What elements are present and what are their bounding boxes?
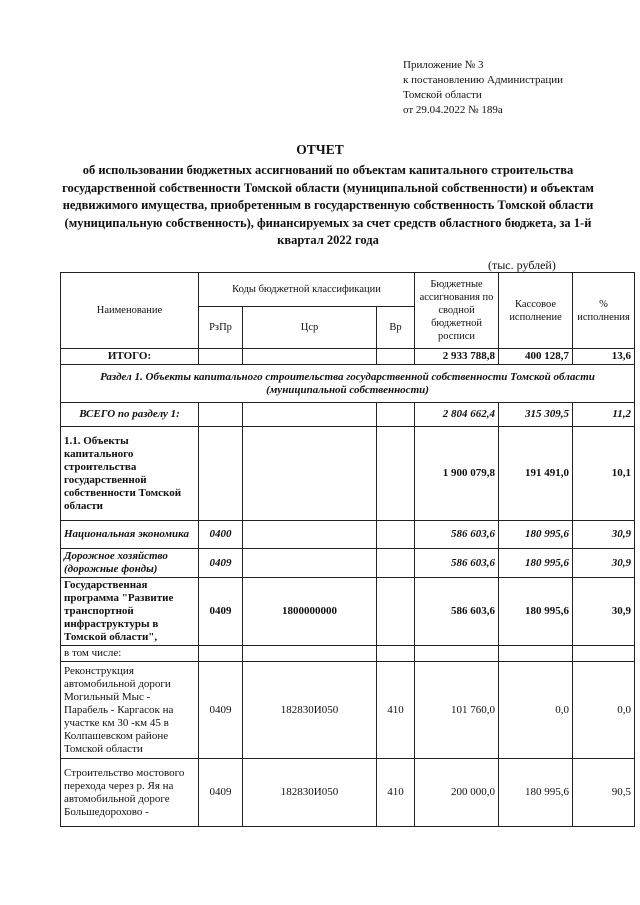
cell-cash: 180 995,6: [499, 578, 573, 646]
cell-pct: 13,6: [573, 349, 635, 365]
cell-vr: [377, 646, 415, 662]
header-csr: Цср: [243, 307, 377, 349]
cell-name: Строительство мостового перехода через р. Яя на автомобильной дороге Большедорохово -: [61, 759, 199, 827]
cell-rzpr: 0409: [199, 759, 243, 827]
cell-name: Дорожное хозяйство (дорожные фонды): [61, 549, 199, 578]
table-row: [61, 759, 635, 827]
appendix-line: к постановлению Администрации: [403, 74, 564, 86]
document-subtitle: об использовании бюджетных ассигнований по объектам капитального строительства государственной собственности Томской области (муниципальной собственности) и объектам недвижимого имущества, приобретенным в государственную собственность Томской области (муниципальную собственность), финансируемых за счет средств областного бюджета, за 1-й квартал 2022 года: [62, 163, 594, 247]
cell-budget: 2 933 788,8: [415, 349, 499, 365]
table-row: [61, 549, 635, 578]
cell-pct: 30,9: [573, 549, 635, 578]
cell-vr: [377, 349, 415, 365]
table-row: [61, 427, 635, 521]
cell-pct: 30,9: [573, 521, 635, 549]
cell-csr: 1800000000: [243, 578, 377, 646]
cell-csr: [243, 427, 377, 521]
cell-vr: 410: [377, 662, 415, 759]
appendix-line: Томской области: [403, 89, 482, 101]
units-label: (тыс. рублей): [488, 258, 556, 272]
header-vr: Вр: [377, 307, 415, 349]
cell-vr: 410: [377, 759, 415, 827]
table-row: [61, 578, 635, 646]
cell-vr: [377, 403, 415, 427]
cell-pct: 11,2: [573, 403, 635, 427]
appendix-line: Приложение № 3: [403, 59, 484, 71]
cell-cash: 191 491,0: [499, 427, 573, 521]
table-row: [61, 646, 635, 662]
cell-rzpr: [199, 403, 243, 427]
header-rzpr: РзПр: [199, 307, 243, 349]
cell-budget: 1 900 079,8: [415, 427, 499, 521]
cell-csr: [243, 521, 377, 549]
header-row: [61, 273, 635, 307]
cell-csr: [243, 349, 377, 365]
cell-budget: [415, 646, 499, 662]
cell-rzpr: 0409: [199, 549, 243, 578]
cell-cash: 400 128,7: [499, 349, 573, 365]
cell-rzpr: 0409: [199, 578, 243, 646]
cell-csr: [243, 549, 377, 578]
cell-cash: [499, 646, 573, 662]
table-row: [61, 662, 635, 759]
header-pct: % исполнения: [573, 273, 635, 349]
cell-cash: 180 995,6: [499, 521, 573, 549]
cell-name: Государственная программа "Развитие транспортной инфраструктуры в Томской области",: [61, 578, 199, 646]
appendix-block: [403, 58, 563, 118]
report-table: [60, 272, 635, 827]
cell-vr: [377, 578, 415, 646]
section-total-row: [61, 403, 635, 427]
cell-csr: [243, 403, 377, 427]
document-title: ОТЧЕТ: [296, 142, 344, 157]
cell-cash: 180 995,6: [499, 759, 573, 827]
header-codes: Коды бюджетной классификации: [199, 273, 415, 307]
cell-rzpr: 0409: [199, 662, 243, 759]
cell-rzpr: [199, 427, 243, 521]
header-budget: Бюджетные ассигнования по сводной бюджетной росписи: [415, 273, 499, 349]
cell-budget: 586 603,6: [415, 549, 499, 578]
appendix-date-line: от 29.04.2022 № 189а: [403, 104, 503, 116]
cell-budget: 586 603,6: [415, 578, 499, 646]
cell-csr: 182830И050: [243, 759, 377, 827]
cell-name: 1.1. Объекты капитального строительства государственной собственности Томской области: [61, 427, 199, 521]
total-row: [61, 349, 635, 365]
section-header-row: [61, 365, 635, 403]
cell-name: в том числе:: [61, 646, 199, 662]
cell-pct: 90,5: [573, 759, 635, 827]
cell-pct: 0,0: [573, 662, 635, 759]
cell-cash: 0,0: [499, 662, 573, 759]
cell-budget: 2 804 662,4: [415, 403, 499, 427]
cell-name: ИТОГО:: [61, 349, 199, 365]
cell-csr: 182830И050: [243, 662, 377, 759]
header-name: Наименование: [61, 273, 199, 349]
cell-budget: 101 760,0: [415, 662, 499, 759]
cell-pct: [573, 646, 635, 662]
cell-rzpr: [199, 646, 243, 662]
cell-rzpr: [199, 349, 243, 365]
section-title: Раздел 1. Объекты капитального строительства государственной собственности Томской области (муниципальной собственности): [61, 365, 635, 403]
cell-cash: 315 309,5: [499, 403, 573, 427]
cell-budget: 200 000,0: [415, 759, 499, 827]
cell-vr: [377, 521, 415, 549]
cell-csr: [243, 646, 377, 662]
cell-vr: [377, 427, 415, 521]
cell-rzpr: 0400: [199, 521, 243, 549]
cell-pct: 10,1: [573, 427, 635, 521]
cell-name: Национальная экономика: [61, 521, 199, 549]
cell-pct: 30,9: [573, 578, 635, 646]
cell-cash: 180 995,6: [499, 549, 573, 578]
header-cash: Кассовое исполнение: [499, 273, 573, 349]
table-row: [61, 521, 635, 549]
cell-name: Реконструкция автомобильной дороги Могильный Мыс - Парабель - Каргасок на участке км 30 -км 45 в Колпашевском районе Томской области: [61, 662, 199, 759]
cell-budget: 586 603,6: [415, 521, 499, 549]
cell-name: ВСЕГО по разделу 1:: [61, 403, 199, 427]
cell-vr: [377, 549, 415, 578]
